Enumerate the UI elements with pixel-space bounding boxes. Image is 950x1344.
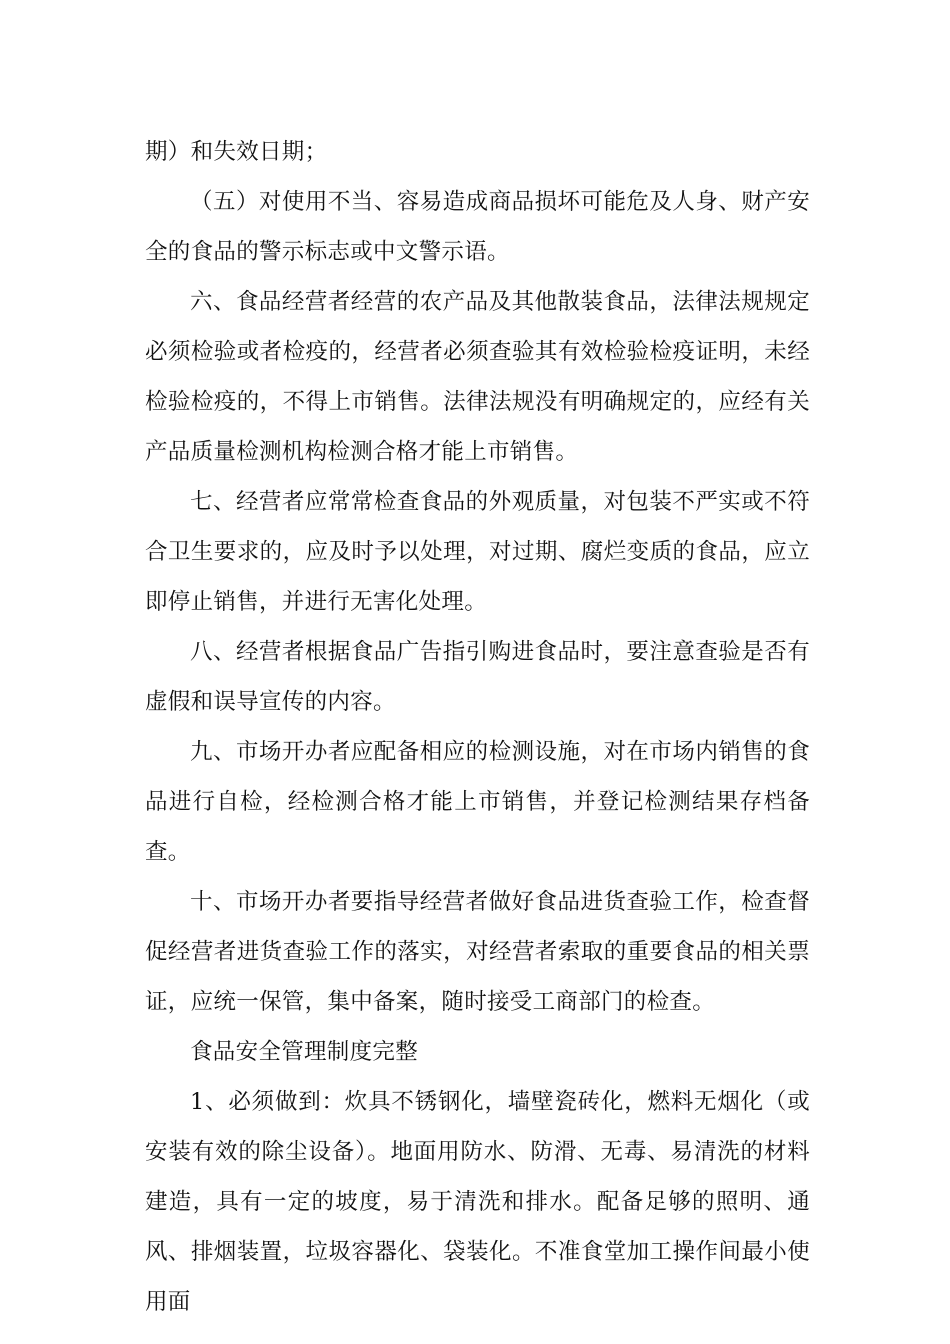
paragraph-section-9: 九、市场开办者应配备相应的检测设施，对在市场内销售的食品进行自检，经检测合格才能上市销售，并登记检测结果存档备查。	[145, 739, 810, 865]
paragraph-item-1: 1、必须做到：炊具不锈钢化，墙壁瓷砖化，燃料无烟化（或安装有效的除尘设备）。地面用防水、防滑、无毒、易清洗的材料建造，具有一定的坡度，易于清洗和排水。配备足够的照明、通风、排烟装置，垃圾容器化、袋装化。不准食堂加工操作间最小使用面	[145, 1089, 810, 1315]
paragraph-section-7: 七、经营者应常常检查食品的外观质量，对包装不严实或不符合卫生要求的，应及时予以处理，对过期、腐烂变质的食品，应立即停止销售，并进行无害化处理。	[145, 489, 810, 615]
paragraph-section-6: 六、食品经营者经营的农产品及其他散装食品，法律法规规定必须检验或者检疫的，经营者必须查验其有效检验检疫证明，未经检验检疫的，不得上市销售。法律法规没有明确规定的，应经有关产品质量检测机构检测合格才能上市销售。	[145, 289, 810, 465]
paragraph-section-10: 十、市场开办者要指导经营者做好食品进货查验工作，检查督促经营者进货查验工作的落实，对经营者索取的重要食品的相关票证，应统一保管，集中备案，随时接受工商部门的检查。	[145, 889, 810, 1015]
section-heading: 食品安全管理制度完整	[190, 1039, 419, 1065]
paragraph-section-8: 八、经营者根据食品广告指引购进食品时，要注意查验是否有虚假和误导宣传的内容。	[145, 639, 810, 715]
paragraph-item-5: （五）对使用不当、容易造成商品损坏可能危及人身、财产安全的食品的警示标志或中文警示语。	[145, 189, 810, 265]
document-body	[145, 127, 810, 1327]
paragraph-continuation: 期）和失效日期；	[145, 139, 328, 165]
